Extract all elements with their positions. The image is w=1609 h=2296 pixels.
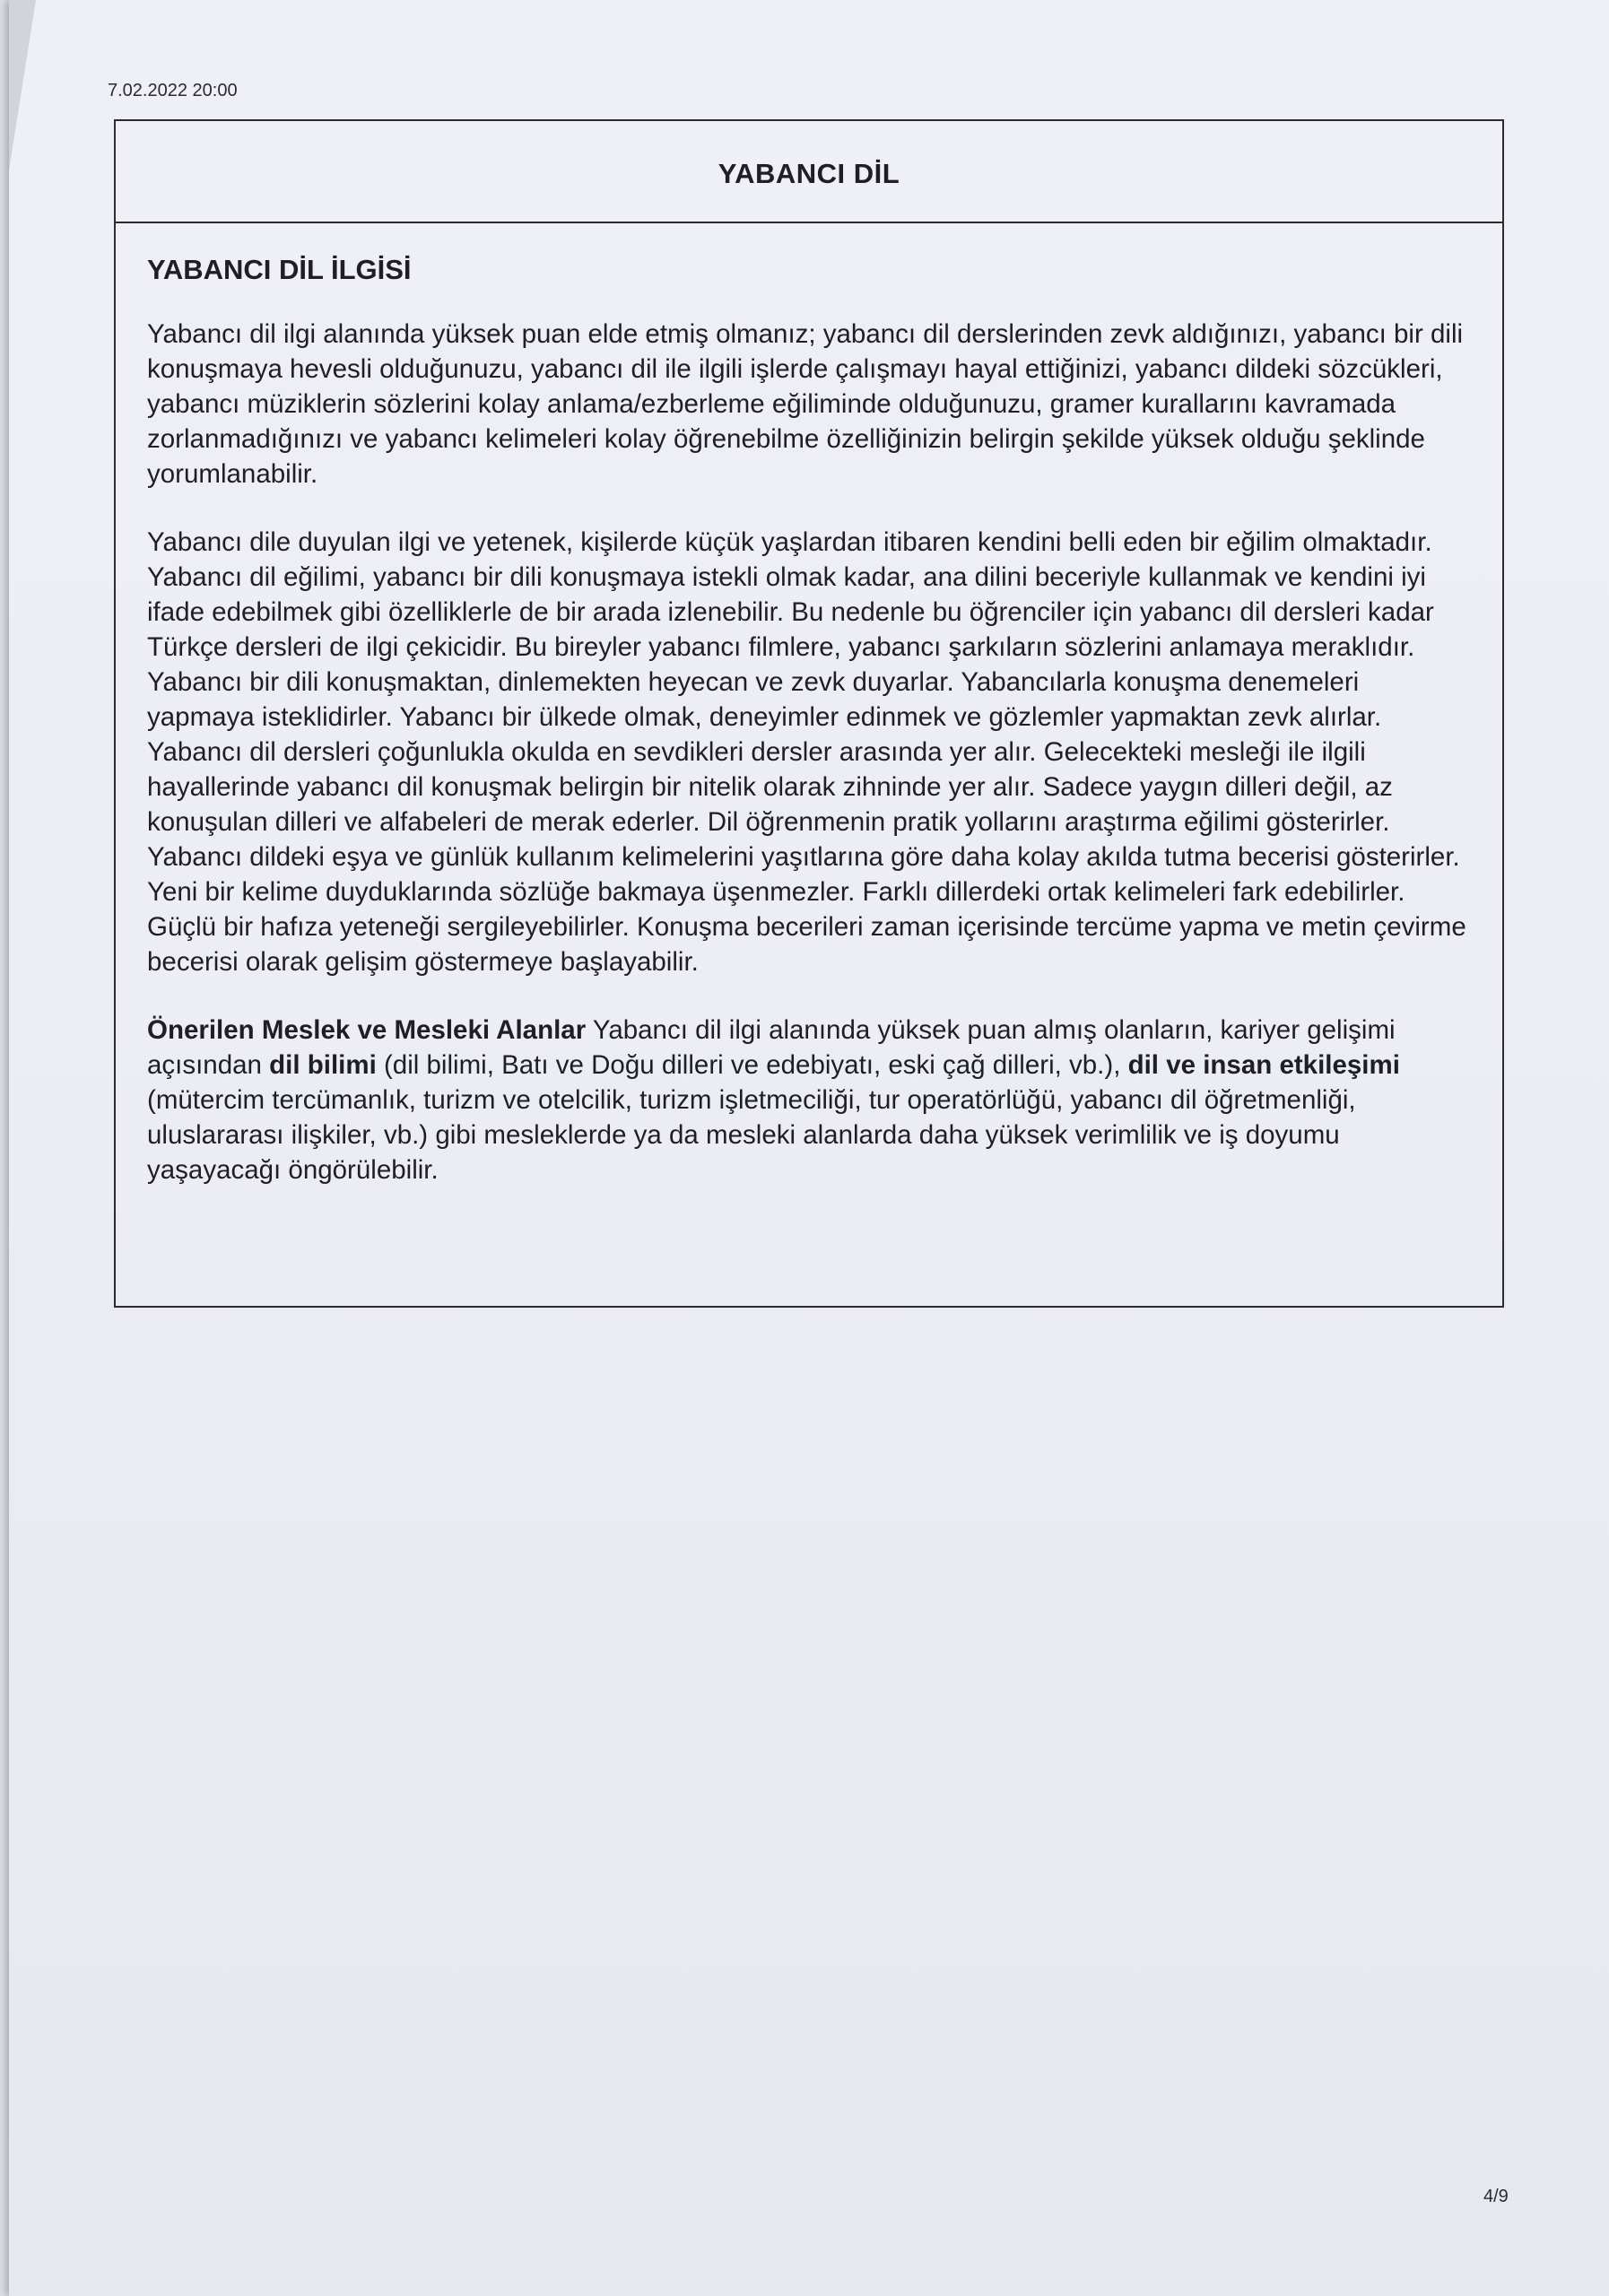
field-linguistics: dil bilimi (269, 1050, 377, 1080)
recommendations-text-b: (dil bilimi, Batı ve Doğu dilleri ve edebiyatı, eski çağ dilleri, vb.), (376, 1050, 1128, 1080)
page-title: YABANCI DİL (718, 158, 900, 189)
recommendations-text-c: (mütercim tercümanlık, turizm ve otelcilik, turizm işletmeciliği, tur operatörlüğü, yabancı dil öğretmenliği, uluslararası ilişkiler, vb.) gibi mesleklerde ya da mesleki alanlarda daha yüksek verimlilik ve iş doyumu yaşayacağı öngörülebilir. (147, 1085, 1356, 1185)
field-language-interaction: dil ve insan etkileşimi (1127, 1050, 1400, 1080)
page-number: 4/9 (1483, 2187, 1509, 2206)
recommendations-text-a: Yabancı dil ilgi alanında yüksek puan almış olanların, kariyer gelişimi açısından (147, 1015, 1396, 1080)
section-heading: YABANCI DİL İLGİSİ (147, 254, 412, 285)
content-frame (114, 119, 1504, 1308)
paragraph-recommendations (147, 1013, 1473, 1187)
document-page (9, 0, 1609, 2296)
frame-body (116, 223, 1502, 1187)
recommendations-heading: Önerilen Meslek ve Mesleki Alanlar (147, 1015, 587, 1045)
paragraph-interpretation: Yabancı dil ilgi alanında yüksek puan elde etmiş olmanız; yabancı dil derslerinden zevk aldığınızı, yabancı bir dili konuşmaya hevesli olduğunuzu, yabancı dil ile ilgili işlerde çalışmayı hayal ettiğinizi, yabancı dildeki sözcükleri, yabancı müziklerin sözlerini kolay anlama/ezberleme eğiliminde olduğunuzu, gramer kurallarını kavramada zorlanmadığınızı ve yabancı kelimeleri kolay öğrenebilme özelliğinizin belirgin şekilde yüksek olduğu şeklinde yorumlanabilir. (147, 319, 1464, 489)
page-corner-shadow (9, 0, 36, 170)
paragraph-description: Yabancı dile duyulan ilgi ve yetenek, kişilerde küçük yaşlardan itibaren kendini belli eden bir eğilim olmaktadır. Yabancı dil eğilimi, yabancı bir dili konuşmaya istekli olmak kadar, ana dilini beceriyle kullanmak ve kendini iyi ifade edebilmek gibi özelliklerle de bir arada izlenebilir. Bu nedenle bu öğrenciler için yabancı dil dersleri kadar Türkçe dersleri de ilgi çekicidir. Bu bireyler yabancı filmlere, yabancı şarkıların sözlerini anlamaya meraklıdır. Yabancı bir dili konuşmaktan, dinlemekten heyecan ve zevk duyarlar. Yabancılarla konuşma denemeleri yapmaya isteklidirler. Yabancı bir ülkede olmak, deneyimler edinmek ve gözlemler yapmaktan zevk alırlar. Yabancı dil dersleri çoğunlukla okulda en sevdikleri dersler arasında yer alır. Gelecekteki mesleği ile ilgili hayallerinde yabancı dil konuşmak belirgin bir nitelik olarak zihninde yer alır. Sadece yaygın dilleri değil, az konuşulan dilleri ve alfabeleri de merak ederler. Dil öğrenmenin pratik yollarını araştırma eğilimi gösterirler. Yabancı dildeki eşya ve günlük kullanım kelimelerini yaşıtlarına göre daha kolay akılda tutma becerisi gösterirler. Yeni bir kelime duyduklarında sözlüğe bakmaya üşenmezler. Farklı dillerdeki ortak kelimeleri fark edebilirler. Güçlü bir hafıza yeteneği sergileyebilirler. Konuşma becerileri zaman içerisinde tercüme yapma ve metin çevirme becerisi olarak gelişim göstermeye başlayabilir. (147, 527, 1466, 977)
frame-header (116, 121, 1502, 223)
print-timestamp: 7.02.2022 20:00 (108, 81, 238, 100)
